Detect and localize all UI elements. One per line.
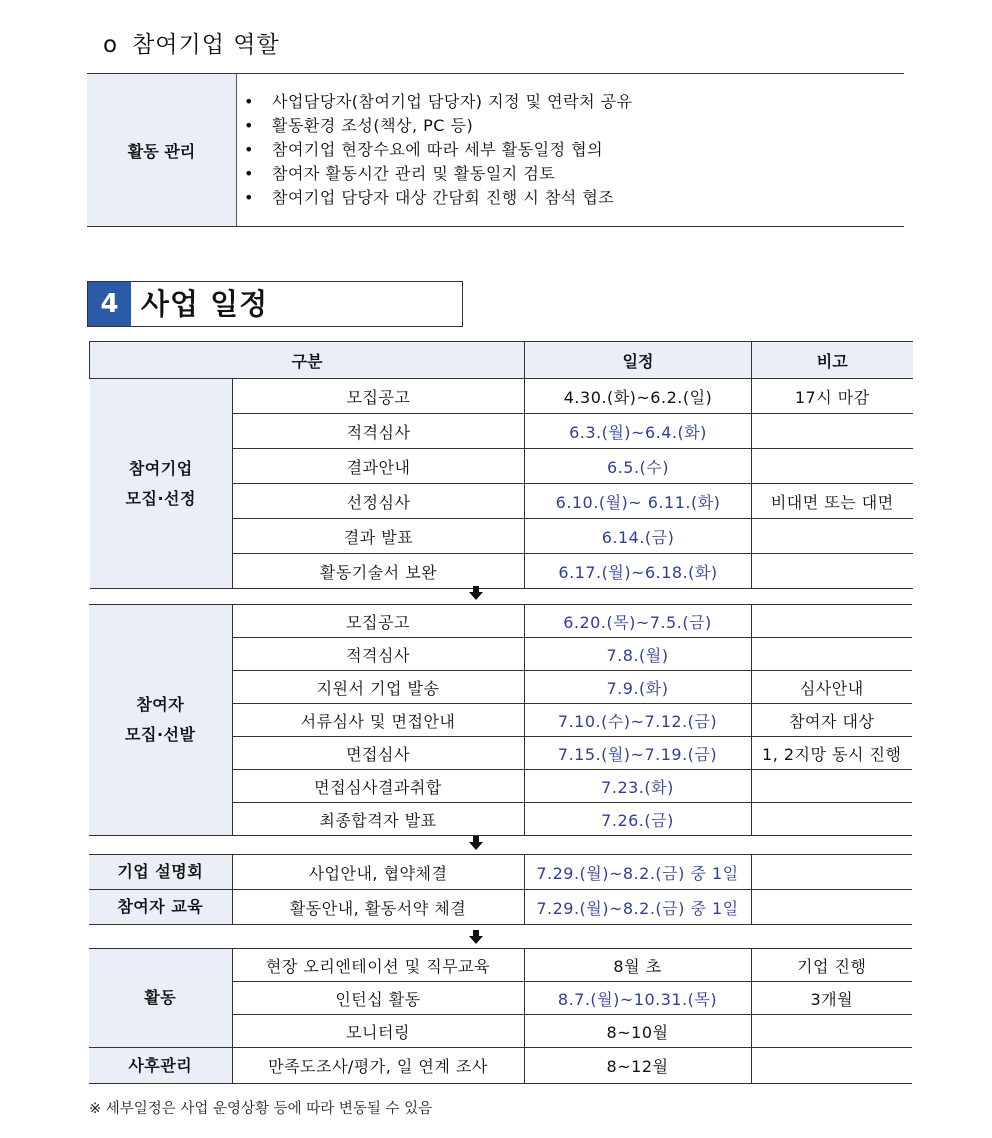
note-cell bbox=[751, 803, 912, 836]
date-cell: 7.29.(월)~8.2.(금) 중 1일 bbox=[524, 855, 751, 890]
role-items-cell bbox=[237, 74, 905, 227]
date-cell: 7.23.(화) bbox=[524, 770, 751, 803]
date-cell: 6.5.(수) bbox=[525, 449, 752, 484]
arrow-down-icon bbox=[469, 836, 483, 850]
task-cell: 현장 오리엔테이션 및 직무교육 bbox=[232, 949, 524, 982]
group-label: 참여자 교육 bbox=[89, 890, 232, 925]
note-cell bbox=[752, 554, 913, 589]
date-cell: 6.14.(금) bbox=[525, 519, 752, 554]
task-cell: 선정심사 bbox=[233, 484, 525, 519]
task-cell: 면접심사 bbox=[232, 737, 524, 770]
note-cell bbox=[751, 605, 912, 638]
note-cell bbox=[751, 890, 912, 925]
date-cell: 6.20.(목)~7.5.(금) bbox=[524, 605, 751, 638]
task-cell: 최종합격자 발표 bbox=[232, 803, 524, 836]
task-cell: 활동안내, 활동서약 체결 bbox=[232, 890, 524, 925]
date-cell: 8월 초 bbox=[524, 949, 751, 982]
role-table bbox=[87, 73, 904, 227]
task-cell: 모집공고 bbox=[232, 605, 524, 638]
section-heading bbox=[87, 281, 463, 327]
group-label: 활동 bbox=[89, 949, 232, 1048]
task-cell: 적격심사 bbox=[232, 638, 524, 671]
header-schedule: 일정 bbox=[525, 342, 752, 379]
date-cell: 7.15.(월)~7.19.(금) bbox=[524, 737, 751, 770]
note-cell: 심사안내 bbox=[751, 671, 912, 704]
section-title bbox=[103, 26, 280, 59]
role-list bbox=[238, 90, 903, 210]
role-item: • 참여기업 현장수요에 따라 세부 활동일정 협의 bbox=[272, 138, 903, 162]
task-cell: 지원서 기업 발송 bbox=[232, 671, 524, 704]
schedule-table-recruit-company bbox=[89, 341, 913, 589]
note-cell: 17시 마감 bbox=[752, 379, 913, 414]
group-label bbox=[90, 379, 233, 589]
note-cell bbox=[751, 1048, 912, 1084]
group-label: 사후관리 bbox=[89, 1048, 232, 1084]
role-label: 활동 관리 bbox=[87, 74, 237, 227]
note-cell: 기업 진행 bbox=[751, 949, 912, 982]
task-cell: 만족도조사/평가, 일 연계 조사 bbox=[232, 1048, 524, 1084]
group-label: 기업 설명회 bbox=[89, 855, 232, 890]
date-cell: 8~12월 bbox=[524, 1048, 751, 1084]
task-cell: 모니터링 bbox=[232, 1015, 524, 1048]
note-cell bbox=[752, 414, 913, 449]
date-cell: 6.17.(월)~6.18.(화) bbox=[525, 554, 752, 589]
arrow-down-icon bbox=[469, 930, 483, 944]
note-cell bbox=[751, 638, 912, 671]
heading-number: 4 bbox=[88, 282, 131, 326]
task-cell: 인턴십 활동 bbox=[232, 982, 524, 1015]
task-cell: 적격심사 bbox=[233, 414, 525, 449]
section-bullet: o bbox=[103, 32, 119, 58]
task-cell: 활동기술서 보완 bbox=[233, 554, 525, 589]
section-title-text: 참여기업 역할 bbox=[132, 32, 280, 58]
arrow-down-icon bbox=[469, 586, 483, 600]
note-cell bbox=[751, 1015, 912, 1048]
note-cell: 3개월 bbox=[751, 982, 912, 1015]
note-cell: 1, 2지망 동시 진행 bbox=[751, 737, 912, 770]
schedule-table-activity bbox=[89, 948, 912, 1084]
task-cell: 면접심사결과취합 bbox=[232, 770, 524, 803]
group-label-line: 모집·선정 bbox=[125, 488, 196, 508]
task-cell: 결과 발표 bbox=[233, 519, 525, 554]
note-cell bbox=[751, 855, 912, 890]
note-cell bbox=[751, 770, 912, 803]
group-label bbox=[89, 605, 232, 836]
date-cell: 7.29.(월)~8.2.(금) 중 1일 bbox=[524, 890, 751, 925]
schedule-table-recruit-participant bbox=[89, 604, 912, 836]
date-cell: 8.7.(월)~10.31.(목) bbox=[524, 982, 751, 1015]
group-label-line: 참여자 bbox=[136, 695, 185, 714]
note-cell: 참여자 대상 bbox=[751, 704, 912, 737]
date-cell: 7.10.(수)~7.12.(금) bbox=[524, 704, 751, 737]
task-cell: 사업안내, 협약체결 bbox=[232, 855, 524, 890]
role-item: • 참여기업 담당자 대상 간담회 진행 시 참석 협조 bbox=[272, 186, 903, 210]
note-cell: 비대면 또는 대면 bbox=[752, 484, 913, 519]
task-cell: 모집공고 bbox=[233, 379, 525, 414]
date-cell: 4.30.(화)~6.2.(일) bbox=[525, 379, 752, 414]
heading-title: 사업 일정 bbox=[141, 287, 269, 321]
group-label-line: 모집·선발 bbox=[125, 725, 196, 744]
header-category: 구분 bbox=[90, 342, 525, 379]
group-label-line: 참여기업 bbox=[128, 458, 193, 478]
role-item: • 참여자 활동시간 관리 및 활동일지 검토 bbox=[272, 162, 903, 186]
task-cell: 서류심사 및 면접안내 bbox=[232, 704, 524, 737]
date-cell: 7.8.(월) bbox=[524, 638, 751, 671]
schedule-table-orientation bbox=[89, 854, 912, 925]
date-cell: 6.3.(월)~6.4.(화) bbox=[525, 414, 752, 449]
note-cell bbox=[752, 449, 913, 484]
date-cell: 8~10월 bbox=[524, 1015, 751, 1048]
role-item: • 사업담당자(참여기업 담당자) 지정 및 연락처 공유 bbox=[272, 90, 903, 114]
footnote: ※ 세부일정은 사업 운영상황 등에 따라 변동될 수 있음 bbox=[89, 1101, 433, 1117]
date-cell: 6.10.(월)~ 6.11.(화) bbox=[525, 484, 752, 519]
note-cell bbox=[752, 519, 913, 554]
date-cell: 7.9.(화) bbox=[524, 671, 751, 704]
role-item: • 활동환경 조성(책상, PC 등) bbox=[272, 114, 903, 138]
task-cell: 결과안내 bbox=[233, 449, 525, 484]
header-note: 비고 bbox=[752, 342, 913, 379]
date-cell: 7.26.(금) bbox=[524, 803, 751, 836]
